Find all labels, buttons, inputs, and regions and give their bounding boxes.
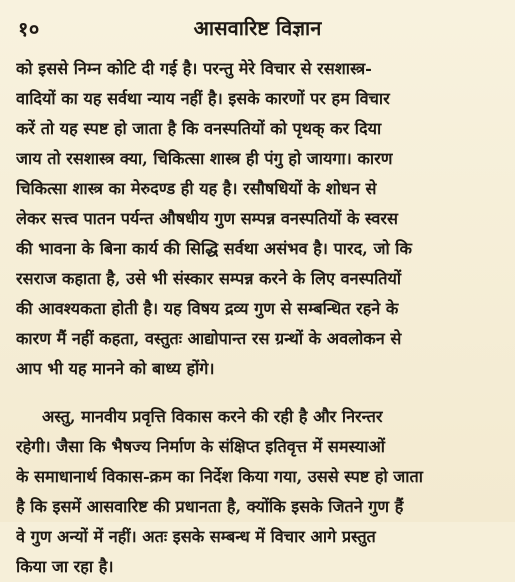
paragraph-2-line-1: अस्तु, मानवीय प्रवृत्ति विकास करने की रही है और निरन्तर xyxy=(42,407,383,426)
running-title: आसवारिष्ट विज्ञान xyxy=(193,16,322,40)
paragraph-1-line-4: जाय तो रसशास्त्र क्या, चिकित्सा शास्त्र ही पंगु हो जायगा। कारण xyxy=(16,149,393,168)
paragraph-1-line-9: की आवश्यकता होती है। यह विषय द्रव्य गुण से सम्बन्धित रहने के xyxy=(16,299,399,318)
paragraph-1-line-6: लेकर सत्त्व पातन पर्यन्त औषधीय गुण सम्पन्न वनस्पतियों के स्वरस xyxy=(16,209,398,228)
paragraph-1-line-5: चिकित्सा शास्त्र का मेरुदण्ड ही यह है। रसौषधियों के शोधन से xyxy=(16,179,377,198)
paragraph-2 xyxy=(16,402,499,582)
paragraph-1 xyxy=(16,54,499,384)
paragraph-1-line-10: कारण मैं नहीं कहता, वस्तुतः आद्योपान्त रस ग्रन्थों के अवलोकन से xyxy=(16,329,402,348)
paragraph-2-line-2: रहेगी। जैसा कि भैषज्य निर्माण के संक्षिप्त इतिवृत्त में समस्याओं xyxy=(16,437,385,456)
page-number: १० xyxy=(18,17,40,41)
paragraph-1-line-8: रसराज कहाता है, उसे भी संस्कार सम्पन्न करने के लिए वनस्पतियों xyxy=(16,269,402,288)
paragraph-2-line-5: वे गुण अन्यों में नहीं। अतः इसके सम्बन्ध में विचार आगे प्रस्तुत xyxy=(16,527,376,546)
page-body xyxy=(16,54,499,582)
page-header xyxy=(16,14,499,48)
paragraph-2-line-6: किया जा रहा है। xyxy=(16,557,114,576)
paragraph-2-line-3: के समाधानार्थ विकास-क्रम का निर्देश किया गया, उससे स्पष्ट हो जाता xyxy=(16,467,423,486)
paragraph-1-line-11: आप भी यह मानने को बाध्य होंगे। xyxy=(16,359,215,378)
paragraph-1-line-3: करें तो यह स्पष्ट हो जाता है कि वनस्पतियों को पृथक् कर दिया xyxy=(16,119,382,138)
paragraph-1-line-1: को इससे निम्न कोटि दी गई है। परन्तु मेरे विचार से रसशास्त्र- xyxy=(16,59,372,78)
paragraph-2-line-4: है कि इसमें आसवारिष्ट की प्रधानता है, क्योंकि इसके जितने गुण हैं xyxy=(16,497,404,516)
paragraph-1-line-2: वादियों का यह सर्वथा न्याय नहीं है। इसके कारणों पर हम विचार xyxy=(16,89,390,108)
paragraph-1-line-7: की भावना के बिना कार्य की सिद्धि सर्वथा असंभव है। पारद, जो कि xyxy=(16,239,412,258)
